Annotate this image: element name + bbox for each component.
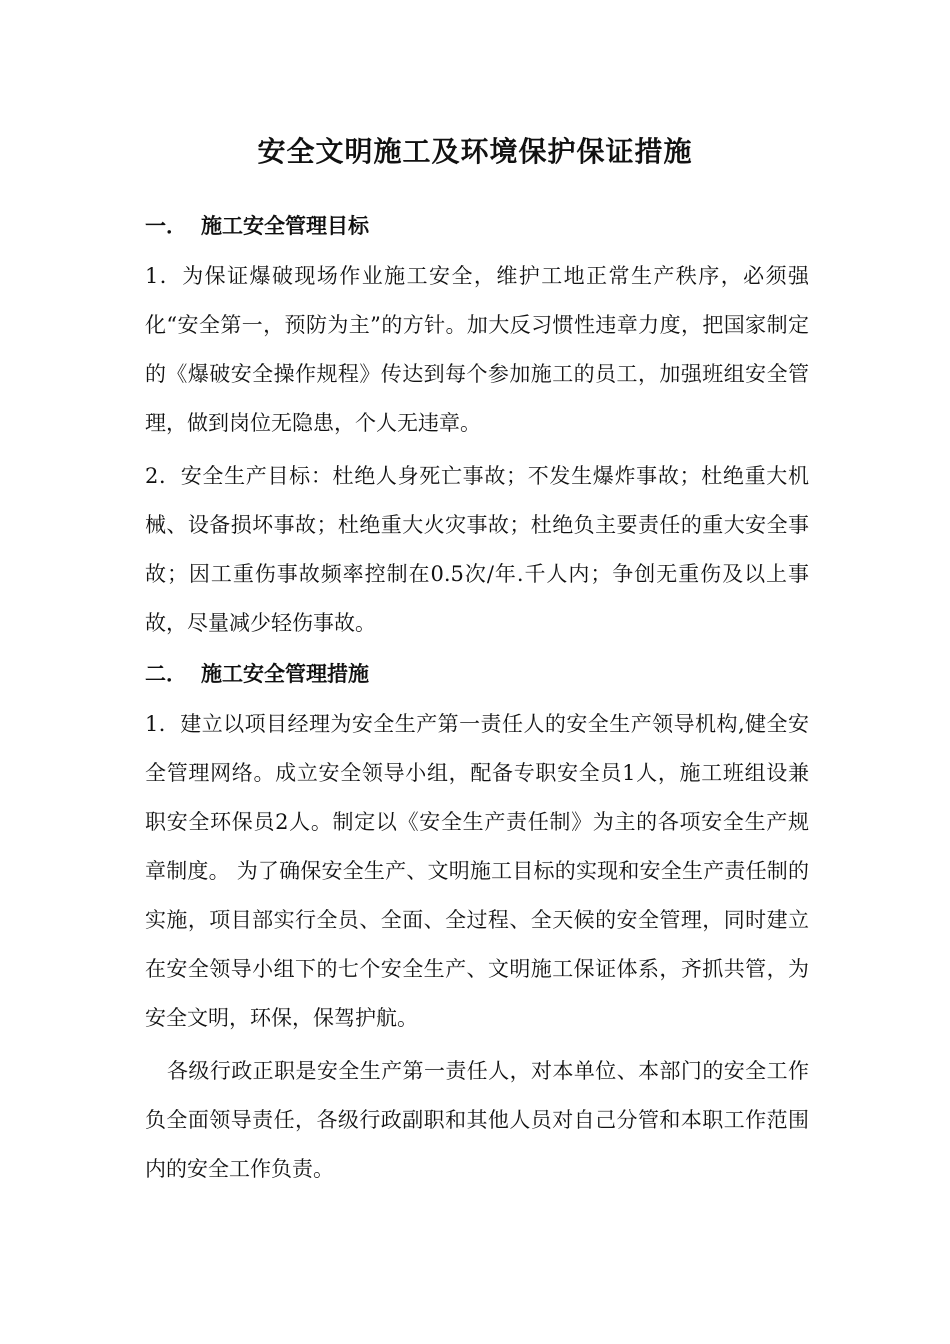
paragraph: 各级行政正职是安全生产第一责任人，对本单位、本部门的安全工作负全面领导责任，各级行政副职和其他人员对自己分管和本职工作范围内的安全工作负责。 xyxy=(145,1059,809,1181)
section-heading xyxy=(145,206,815,246)
section-heading-text: 施工安全管理目标 xyxy=(201,214,369,238)
paragraph: 2．安全生产目标：杜绝人身死亡事故；不发生爆炸事故；杜绝重大机械、设备损坏事故；杜绝重大火灾事故；杜绝负主要责任的重大安全事故；因工重伤事故频率控制在0.5次/年.千人内；争创无重伤及以上事故，尽量减少轻伤事故。 xyxy=(145,464,809,635)
document-title: 安全文明施工及环境保护保证措施 xyxy=(257,135,693,168)
paragraph: 1．为保证爆破现场作业施工安全，维护工地正常生产秩序，必须强化“安全第一，预防为主”的方针。加大反习惯性违章力度，把国家制定的《爆破安全操作规程》传达到每个参加施工的员工，加强班组安全管理，做到岗位无隐患，个人无违章。 xyxy=(145,264,809,435)
section-number: 一． xyxy=(145,214,187,238)
section-heading xyxy=(145,654,815,694)
section-number: 二． xyxy=(145,662,187,686)
paragraph: 1．建立以项目经理为安全生产第一责任人的安全生产领导机构,健全安全管理网络。成立安全领导小组，配备专职安全员1人，施工班组设兼职安全环保员2人。制定以《安全生产责任制》为主的各项安全生产规章制度。 为了确保安全生产、文明施工目标的实现和安全生产责任制的实施，项目部实行全员、全面、全过程、全天候的安全管理，同时建立在安全领导小组下的七个安全生产、文明施工保证体系，齐抓共管，为安全文明，环保，保驾护航。 xyxy=(145,712,809,1030)
section-heading-text: 施工安全管理措施 xyxy=(201,662,369,686)
